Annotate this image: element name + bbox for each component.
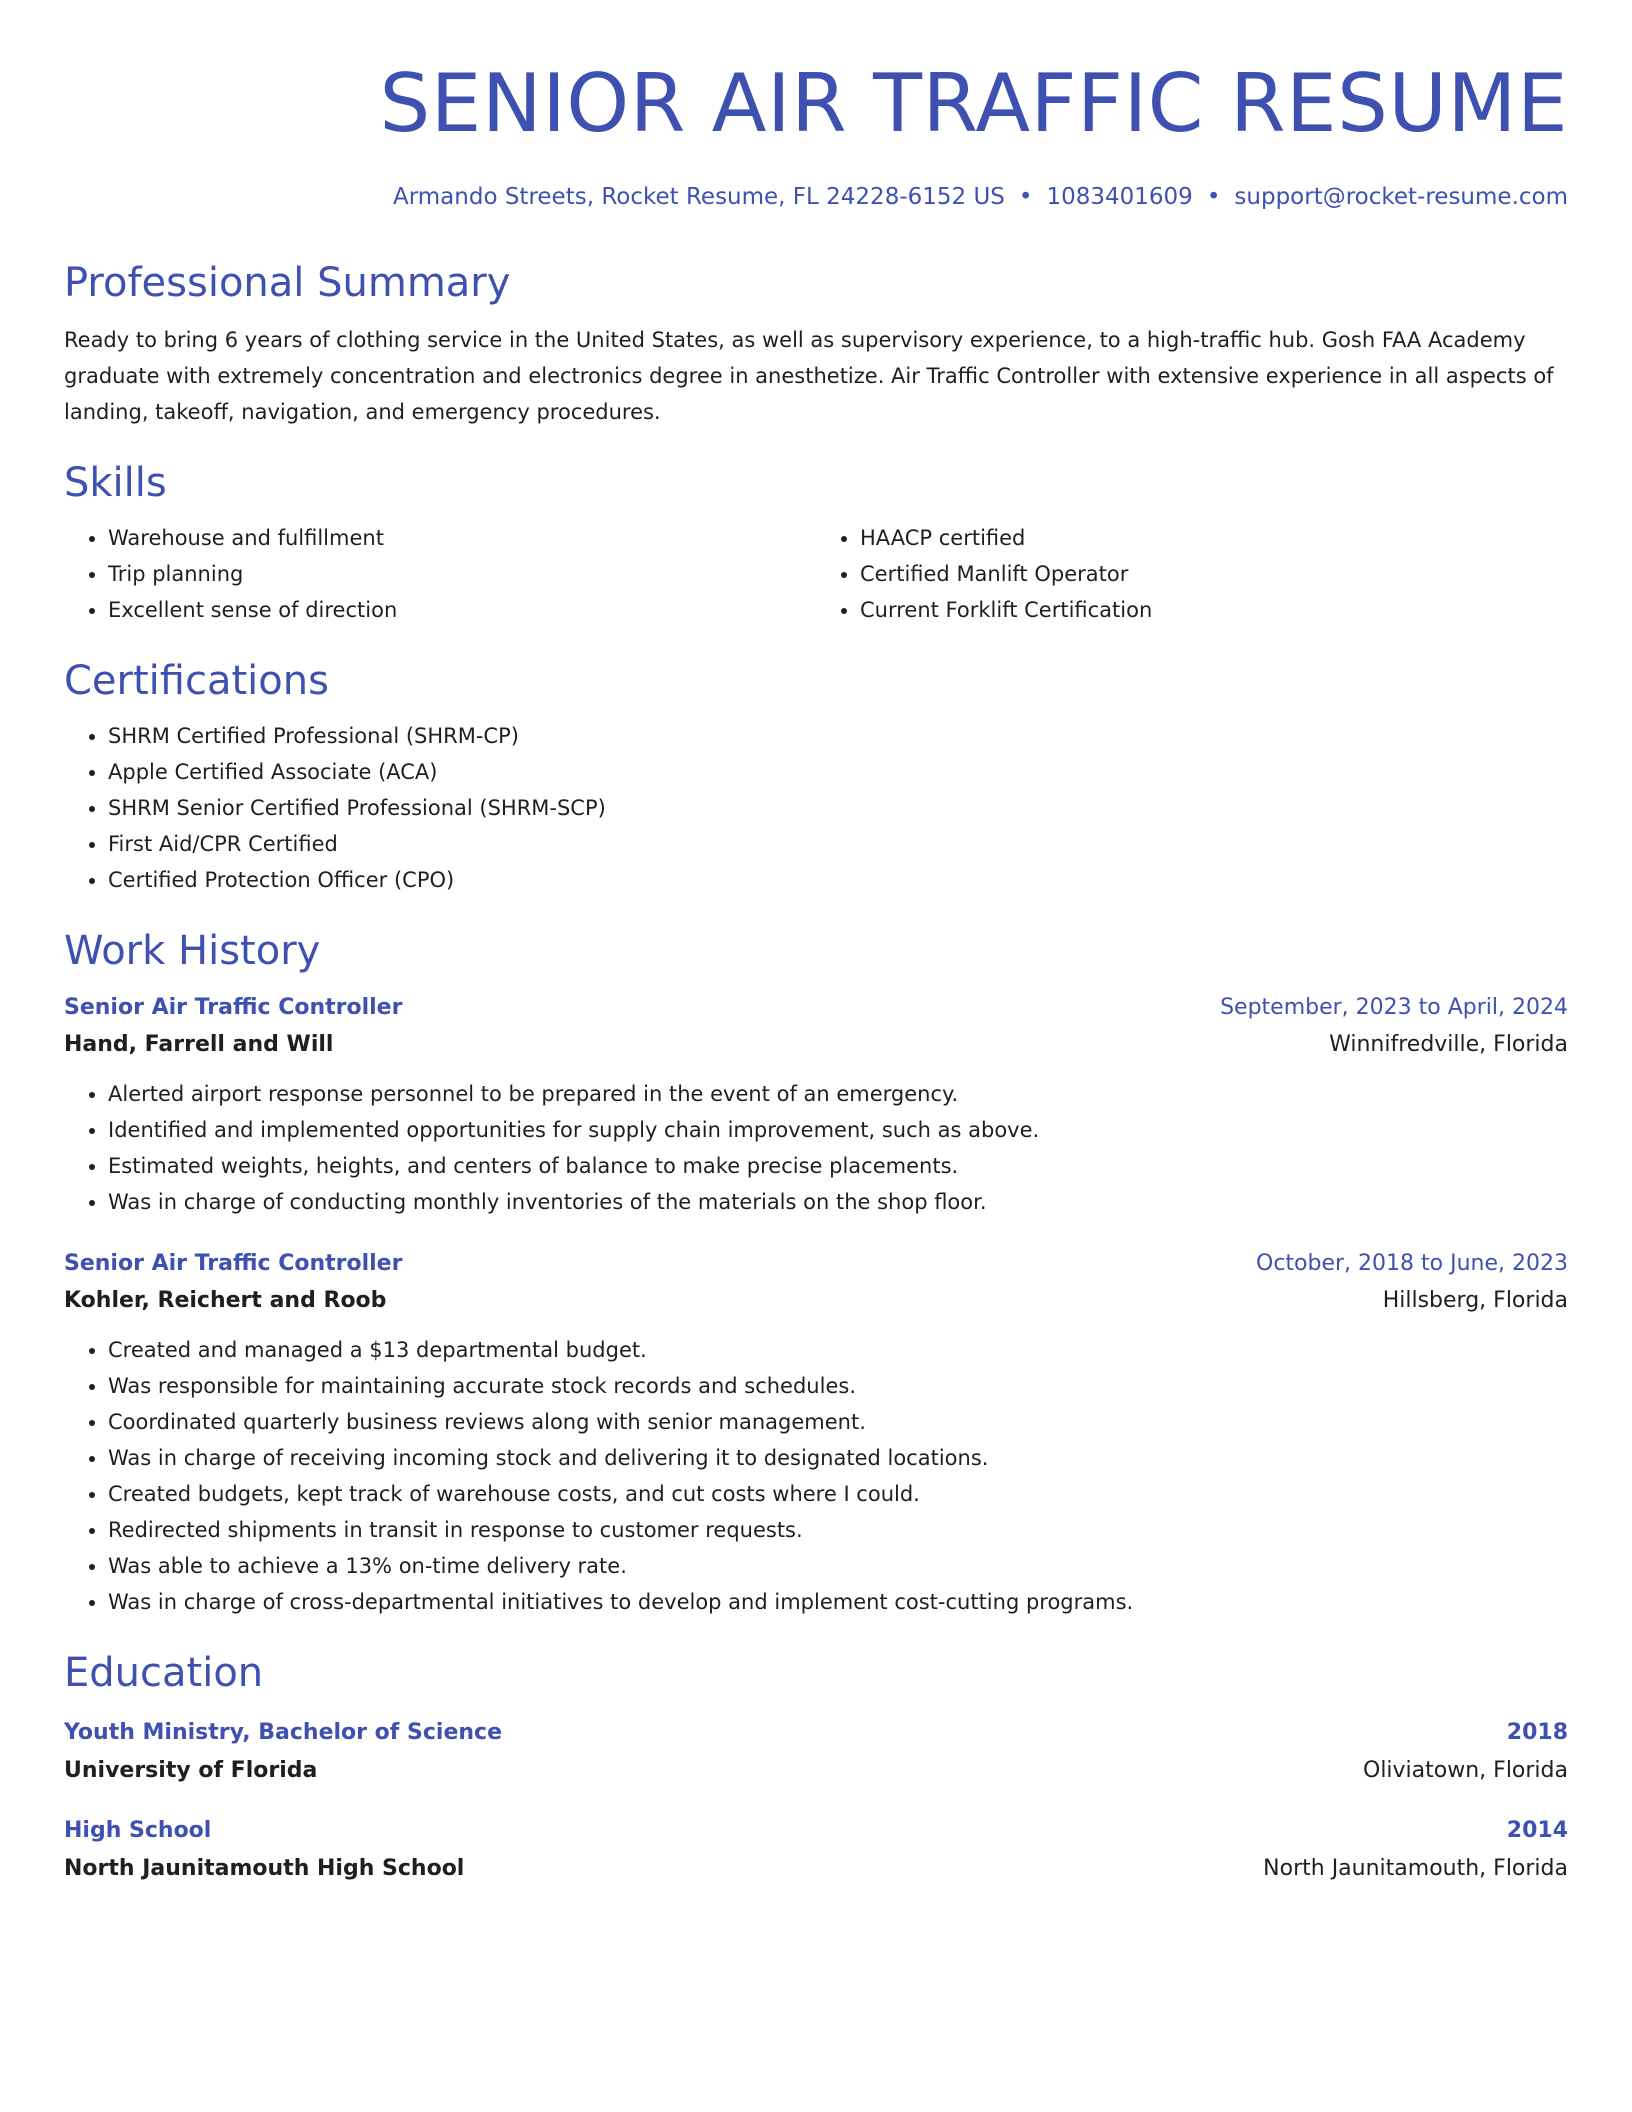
job-bullet: • Identified and implemented opportunities for supply chain improvement, such as above. bbox=[108, 1112, 1568, 1148]
education-section bbox=[64, 1648, 1568, 1888]
job-bullet: • Was able to achieve a 13% on-time delivery rate. bbox=[108, 1548, 1568, 1584]
contact-email[interactable]: support@rocket-resume.com bbox=[1234, 184, 1568, 210]
job-dates: October, 2018 to June, 2023 bbox=[1256, 1251, 1568, 1276]
education-location: Oliviatown, Florida bbox=[1363, 1758, 1568, 1783]
contact-line bbox=[64, 182, 1568, 212]
work-history-section bbox=[64, 926, 1568, 1620]
job-title-row bbox=[64, 1246, 1568, 1282]
certification-item: • SHRM Senior Certified Professional (SHRM-SCP) bbox=[108, 790, 1568, 826]
job-employer-row bbox=[64, 1282, 1568, 1320]
job-entry bbox=[64, 1246, 1568, 1620]
education-school-row bbox=[64, 1850, 1568, 1888]
resume-title: SENIOR AIR TRAFFIC RESUME bbox=[379, 57, 1568, 150]
job-title: Senior Air Traffic Controller bbox=[64, 995, 403, 1020]
education-degree-row bbox=[64, 1812, 1568, 1850]
job-title: Senior Air Traffic Controller bbox=[64, 1251, 403, 1276]
job-bullet: • Redirected shipments in transit in response to customer requests. bbox=[108, 1512, 1568, 1548]
skills-grid bbox=[64, 508, 1568, 628]
job-employer-row bbox=[64, 1026, 1568, 1064]
education-school: North Jaunitamouth High School bbox=[64, 1856, 465, 1881]
skill-item: • HAACP certified bbox=[860, 520, 1568, 556]
summary-heading: Professional Summary bbox=[64, 260, 511, 306]
job-bullet: • Alerted airport response personnel to be prepared in the event of an emergency. bbox=[108, 1076, 1568, 1112]
job-bullet: • Created and managed a $13 departmental budget. bbox=[108, 1332, 1568, 1368]
skills-list-right bbox=[816, 520, 1568, 628]
skills-heading: Skills bbox=[64, 460, 167, 506]
skill-item: • Warehouse and fulfillment bbox=[108, 520, 816, 556]
certification-item: • Certified Protection Officer (CPO) bbox=[108, 862, 1568, 898]
contact-address: Armando Streets, Rocket Resume, FL 24228-6152 US bbox=[392, 184, 1005, 210]
education-year: 2014 bbox=[1506, 1818, 1568, 1843]
job-location: Hillsberg, Florida bbox=[1382, 1288, 1568, 1313]
summary-section bbox=[64, 258, 1568, 430]
skills-section bbox=[64, 458, 1568, 628]
certifications-list bbox=[64, 718, 1568, 898]
skill-item: • Current Forklift Certification bbox=[860, 592, 1568, 628]
job-title-row bbox=[64, 990, 1568, 1026]
resume-header bbox=[64, 56, 1568, 212]
job-bullet: • Estimated weights, heights, and centers of balance to make precise placements. bbox=[108, 1148, 1568, 1184]
job-employer: Hand, Farrell and Will bbox=[64, 1032, 334, 1057]
education-degree-row bbox=[64, 1714, 1568, 1752]
skill-item: • Trip planning bbox=[108, 556, 816, 592]
certification-item: • First Aid/CPR Certified bbox=[108, 826, 1568, 862]
summary-text: Ready to bring 6 years of clothing service in the United States, as well as supervisory experience, to a high-traffic hub. Gosh FAA Academy graduate with extremely concentration and electronics degree in anesthetize. Air Traffic Controller with extensive experience in all aspects of landing, takeoff, navigation, and emergency procedures. bbox=[64, 328, 1554, 424]
skill-item: • Excellent sense of direction bbox=[108, 592, 816, 628]
job-employer: Kohler, Reichert and Roob bbox=[64, 1288, 387, 1313]
education-entry bbox=[64, 1812, 1568, 1888]
education-entry bbox=[64, 1714, 1568, 1790]
job-bullet: • Was in charge of cross-departmental initiatives to develop and implement cost-cutting programs. bbox=[108, 1584, 1568, 1620]
education-degree: Youth Ministry, Bachelor of Science bbox=[64, 1720, 502, 1745]
contact-phone: 1083401609 bbox=[1046, 184, 1193, 210]
job-bullet: • Was in charge of receiving incoming stock and delivering it to designated locations. bbox=[108, 1440, 1568, 1476]
job-bullets bbox=[64, 1332, 1568, 1620]
contact-separator: • bbox=[1018, 184, 1033, 210]
education-location: North Jaunitamouth, Florida bbox=[1263, 1856, 1568, 1881]
contact-separator: • bbox=[1206, 184, 1221, 210]
education-school-row bbox=[64, 1752, 1568, 1790]
certification-item: • Apple Certified Associate (ACA) bbox=[108, 754, 1568, 790]
skills-list-left bbox=[64, 520, 816, 628]
certification-item: • SHRM Certified Professional (SHRM-CP) bbox=[108, 718, 1568, 754]
education-school: University of Florida bbox=[64, 1758, 318, 1783]
education-heading: Education bbox=[64, 1650, 264, 1696]
job-bullet: • Created budgets, kept track of warehouse costs, and cut costs where I could. bbox=[108, 1476, 1568, 1512]
job-bullet: • Was in charge of conducting monthly inventories of the materials on the shop floor. bbox=[108, 1184, 1568, 1220]
skill-item: • Certified Manlift Operator bbox=[860, 556, 1568, 592]
job-bullet: • Was responsible for maintaining accurate stock records and schedules. bbox=[108, 1368, 1568, 1404]
certifications-section bbox=[64, 656, 1568, 898]
education-degree: High School bbox=[64, 1818, 212, 1843]
job-dates: September, 2023 to April, 2024 bbox=[1220, 995, 1568, 1020]
job-bullet: • Coordinated quarterly business reviews along with senior management. bbox=[108, 1404, 1568, 1440]
job-bullets bbox=[64, 1076, 1568, 1220]
job-entry bbox=[64, 990, 1568, 1220]
work-history-heading: Work History bbox=[64, 928, 321, 974]
job-location: Winnifredville, Florida bbox=[1329, 1032, 1568, 1057]
certifications-heading: Certifications bbox=[64, 658, 329, 704]
education-year: 2018 bbox=[1506, 1720, 1568, 1745]
